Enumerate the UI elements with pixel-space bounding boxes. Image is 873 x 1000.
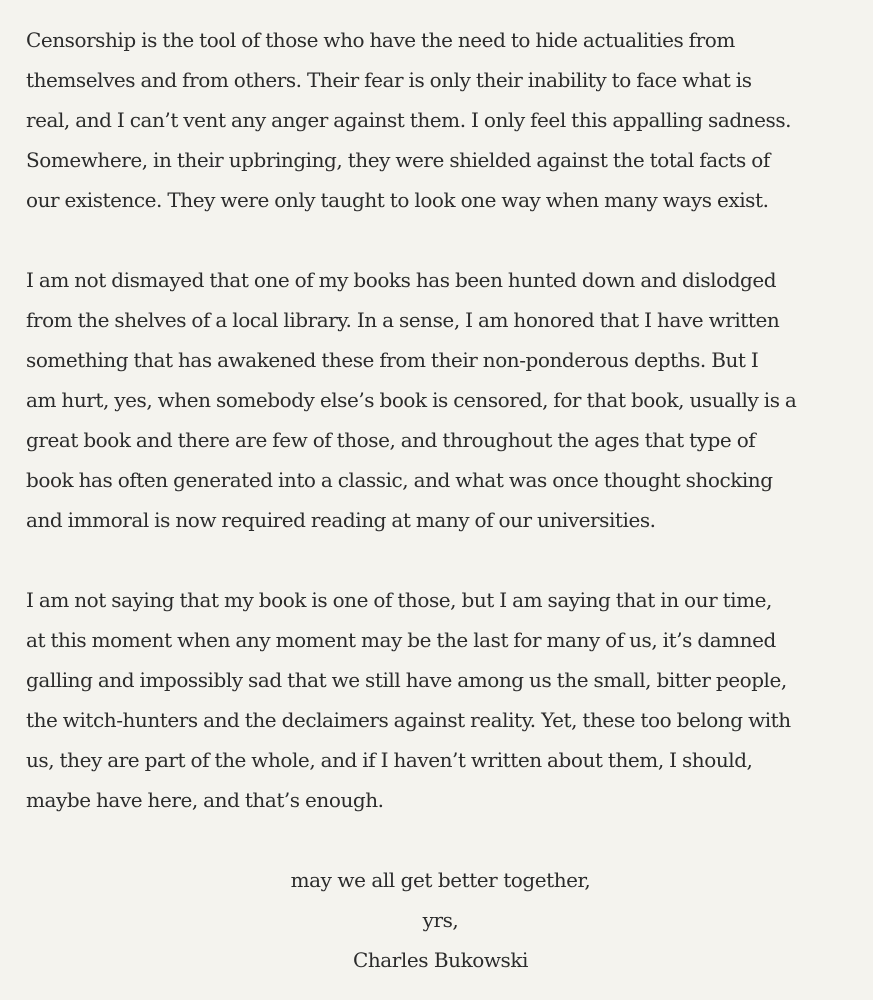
- paragraph-2: [26, 260, 855, 540]
- text-line: at this moment when any moment may be the last for many of us, it’s damned: [26, 628, 776, 652]
- closing-salutation: yrs,: [422, 908, 459, 932]
- paragraph-3: [26, 580, 855, 820]
- text-line: maybe have here, and that’s enough.: [26, 788, 384, 812]
- text-line: themselves and from others. Their fear is only their inability to face what is: [26, 68, 752, 92]
- text-line: and immoral is now required reading at many of our universities.: [26, 508, 656, 532]
- text-line: galling and impossibly sad that we still have among us the small, bitter people,: [26, 668, 787, 692]
- text-line: Censorship is the tool of those who have the need to hide actualities from: [26, 28, 735, 52]
- text-line: from the shelves of a local library. In a sense, I am honored that I have written: [26, 308, 780, 332]
- text-line: I am not saying that my book is one of those, but I am saying that in our time,: [26, 588, 772, 612]
- signature: Charles Bukowski: [353, 948, 528, 972]
- text-line: something that has awakened these from their non-ponderous depths. But I: [26, 348, 759, 372]
- text-line: the witch-hunters and the declaimers against reality. Yet, these too belong with: [26, 708, 791, 732]
- closing-line: may we all get better together,: [290, 868, 591, 892]
- text-line: book has often generated into a classic, and what was once thought shocking: [26, 468, 773, 492]
- text-line: real, and I can’t vent any anger against them. I only feel this appalling sadness.: [26, 108, 792, 132]
- text-line: great book and there are few of those, and throughout the ages that type of: [26, 428, 756, 452]
- text-line: our existence. They were only taught to look one way when many ways exist.: [26, 188, 769, 212]
- letter-closing: [26, 860, 855, 980]
- paragraph-1: [26, 20, 855, 220]
- text-line: us, they are part of the whole, and if I haven’t written about them, I should,: [26, 748, 753, 772]
- text-line: am hurt, yes, when somebody else’s book is censored, for that book, usually is a: [26, 388, 797, 412]
- text-line: Somewhere, in their upbringing, they were shielded against the total facts of: [26, 148, 770, 172]
- text-line: I am not dismayed that one of my books has been hunted down and dislodged: [26, 268, 777, 292]
